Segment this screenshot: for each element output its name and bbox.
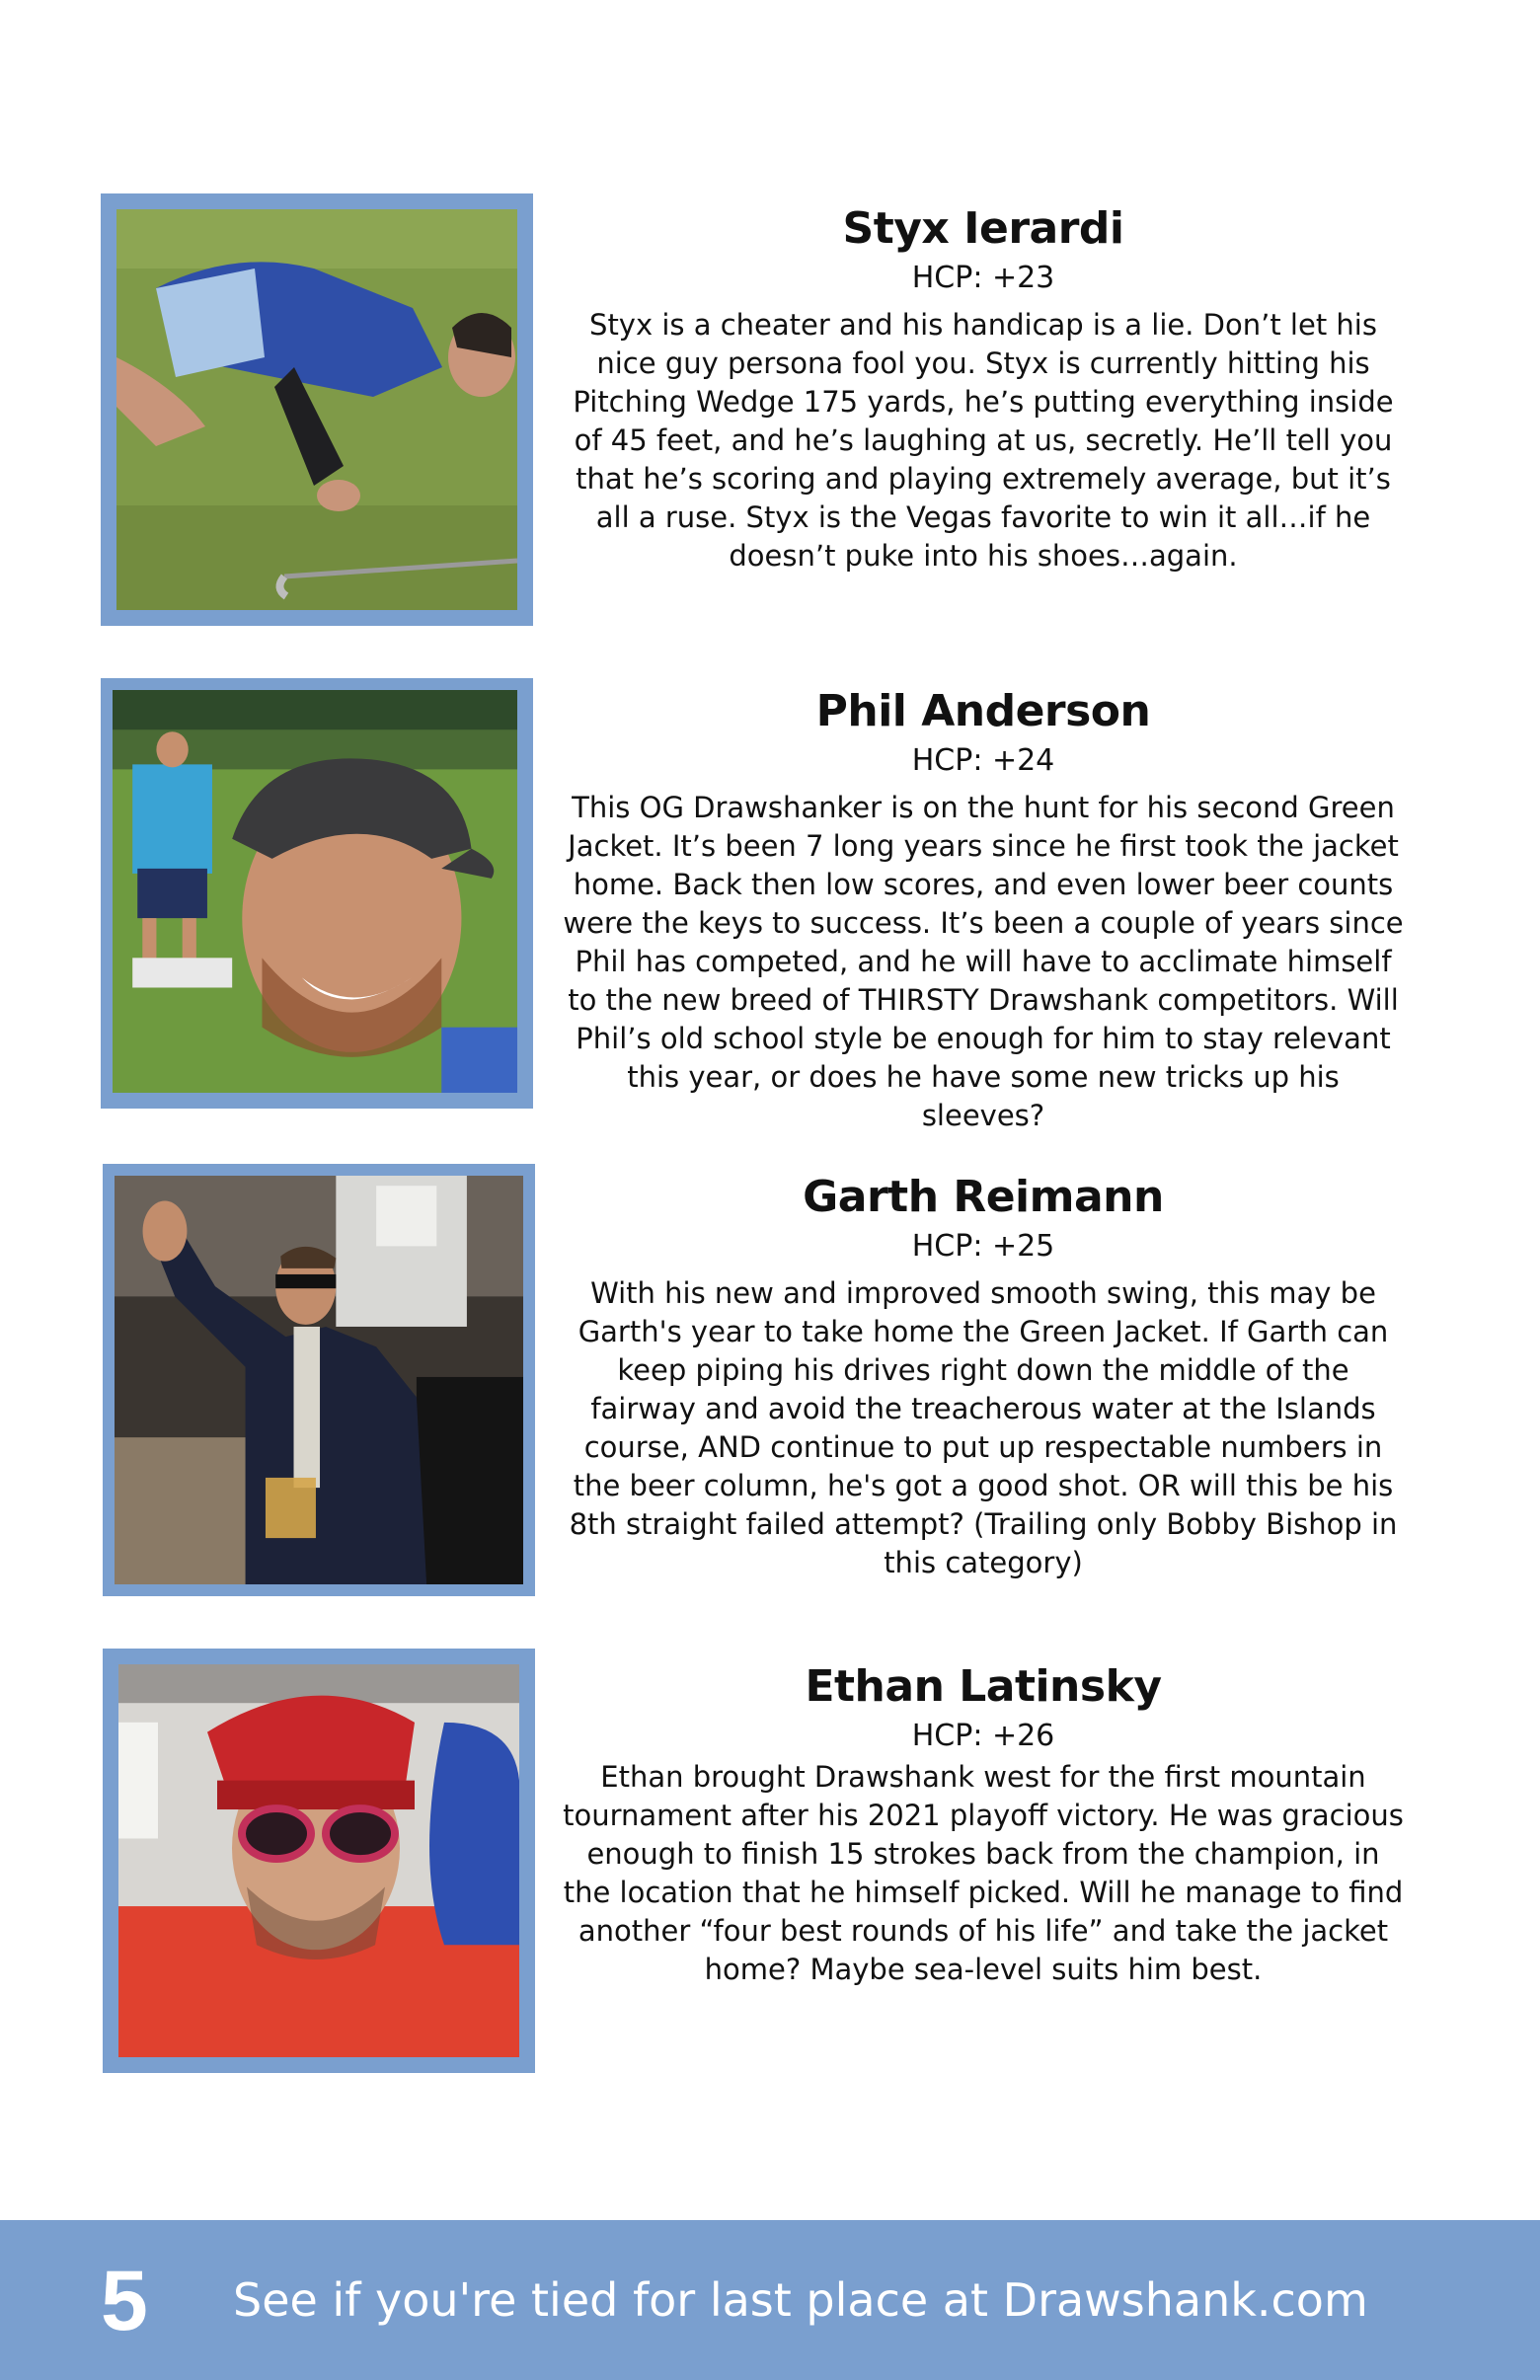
player-info xyxy=(563,684,1404,1135)
player-photo xyxy=(118,1664,519,2057)
player-photo xyxy=(115,1176,523,1584)
player-handicap: HCP: +25 xyxy=(911,1229,1055,1264)
player-handicap: HCP: +26 xyxy=(911,1719,1055,1753)
player-bio: Ethan brought Drawshank west for the first mountain tournament after his 2021 playoff victory. He was gracious enough to finish 15 strokes back from the champion, in the location that he himself picked. Will he manage to find another “four best rounds of his life” and take the jacket home? Maybe sea-level suits him best. xyxy=(563,1760,1404,1986)
player-info xyxy=(563,1659,1404,1989)
player-photo-frame xyxy=(103,1649,535,2073)
player-photo-frame xyxy=(101,678,533,1109)
footer-website-link[interactable]: See if you're tied for last place at Drawshank.com xyxy=(233,2273,1368,2327)
player-photo-frame xyxy=(101,193,533,626)
player-name: Garth Reimann xyxy=(803,1172,1164,1222)
player-handicap: HCP: +23 xyxy=(911,261,1055,295)
player-info xyxy=(563,201,1404,576)
player-name: Phil Anderson xyxy=(815,686,1151,736)
player-handicap: HCP: +24 xyxy=(911,743,1055,778)
player-photo xyxy=(113,690,517,1093)
player-bio: With his new and improved smooth swing, this may be Garth's year to take home the Green Jacket. If Garth can keep piping his drives right down the middle of the fairway and avoid the treacherous water at the Islands course, AND continue to put up respectable numbers in the beer column, he's got a good shot. OR will this be his 8th straight failed attempt? (Trailing only Bobby Bishop in this category) xyxy=(569,1276,1398,1579)
player-bio: Styx is a cheater and his handicap is a lie. Don’t let his nice guy persona fool you. Styx is currently hitting his Pitching Wedge 175 yards, he’s putting everything inside of 45 feet, and he’s laughing at us, secretly. He’ll tell you that he’s scoring and playing extremely average, but it’s all a ruse. Styx is the Vegas favorite to win it all…if he doesn’t puke into his shoes…again. xyxy=(573,308,1394,573)
player-photo xyxy=(116,209,517,610)
player-info xyxy=(563,1170,1404,1582)
player-bio: This OG Drawshanker is on the hunt for his second Green Jacket. It’s been 7 long years since he first took the jacket home. Back then low scores, and even lower beer counts were the keys to success. It’s been a couple of years since Phil has competed, and he will have to acclimate himself to the new breed of THIRSTY Drawshank competitors. Will Phil’s old school style be enough for him to stay relevant this year, or does he have some new tricks up his sleeves? xyxy=(563,791,1404,1132)
player-photo-frame xyxy=(103,1164,535,1596)
footer-bar xyxy=(0,2220,1540,2380)
page-number: 5 xyxy=(101,2254,148,2348)
player-name: Styx Ierardi xyxy=(842,203,1124,254)
player-name: Ethan Latinsky xyxy=(805,1661,1162,1712)
